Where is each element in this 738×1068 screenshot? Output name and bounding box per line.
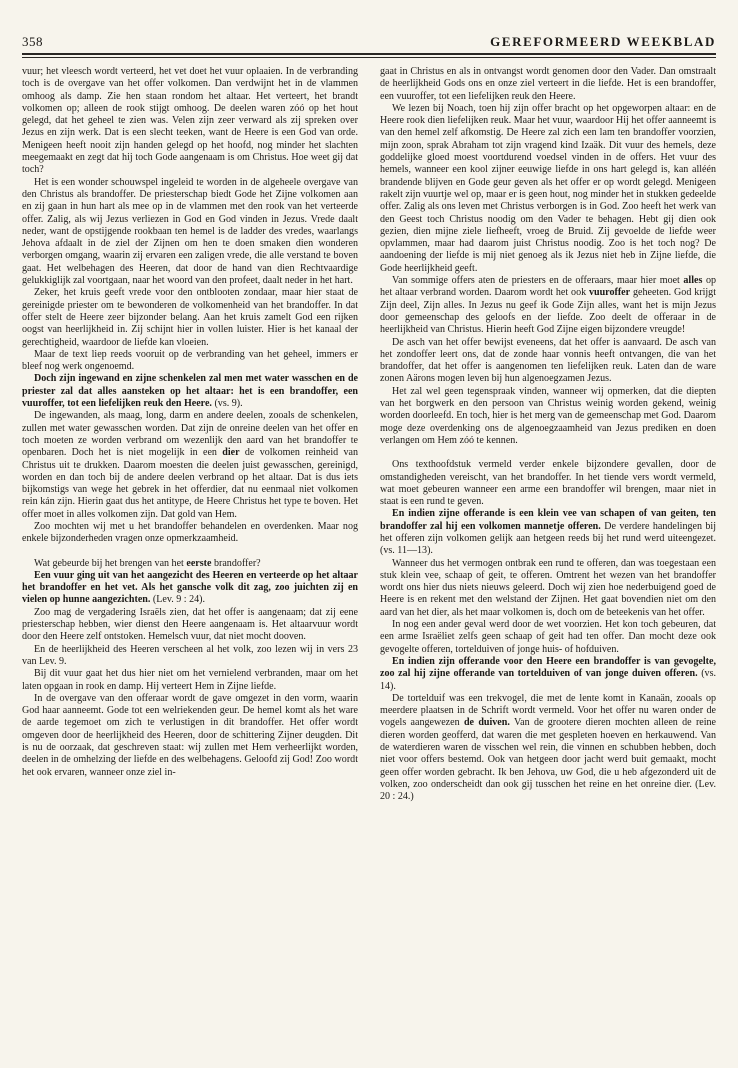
- left-column: [22, 66, 358, 804]
- scripture-ref: (Lev. 9 : 24).: [150, 594, 205, 606]
- emphasis: de duiven.: [463, 717, 510, 729]
- paragraph: [22, 410, 358, 521]
- paragraph: Bij dit vuur gaat het dus hier niet om het vernielend verbranden, maar om het laten opgaan in rook en damp. Hij verteert Hem in Zijne liefde.: [22, 668, 358, 692]
- paragraph: Het zal wel geen tegenspraak vinden, wanneer wij opmerken, dat die diepten van het borgwerk en den persoon van Christus weinig worden gekend, weinig worden doorleefd. En toch, hier is het merg van de gemeenschap met God. Daarom moge deze overdenking ons de algenoegzaamheid van Jezus prediken en doen verlangen om Hem zóó te kennen.: [380, 385, 716, 446]
- text-run: De verdere handelingen bij het offeren zijn volkomen gelijk aan hetgeen reeds bij het rund werd uiteengezet. (vs. 11—13).: [380, 520, 716, 557]
- quote-text: Een vuur ging uit van het aangezicht des Heeren en verteerde op het altaar het brandoffer en het vet. Als het gansche volk dit zag, zoo juichten zij en vielen op hunne aangezichten.: [22, 569, 358, 606]
- quote-text: En indien zijn offerande voor den Heere een brandoffer is van gevogelte, zoo zal hij zijne offerande van tortelduiven of van jonge duiven offeren.: [380, 655, 716, 680]
- text-run: Van de grootere dieren mochten alleen de reine dieren worden geofferd, dat waren die met gespleten hoeven en herkauwend. Van de waterdieren waren de visschen wel rein, die vinnen en schubben hebben, doch niet voor offers bestemd. Ook van hetgeen door jacht werd buit gemaakt, mocht geen offer worden gebracht. Ik ben Jehova, uw God, die u heb afgezonderd uit de volken, zoo onderscheidt dan ook gij tusschen het reine en het onreine dier. (Lev. 20 : 24.): [380, 717, 717, 803]
- paragraph: In nog een ander geval werd door de wet voorzien. Het kon toch gebeuren, dat een arme Israëliet zelfs geen schaap of geit had ten offer. Dan mocht deze ook gevogelte offeren, tortelduiven of jonge huis- of hofduiven.: [380, 619, 716, 655]
- paragraph: De asch van het offer bewijst eveneens, dat het offer is aanvaard. De asch van het zondoffer leert ons, dat de zonde haar vonnis heeft ontvangen, die van het brandoffer, dat het offer is aangenomen ten liefelijken reuk. Laten dan de ware zonen Aärons mogen leven bij hun algenoegzamen Jezus.: [380, 336, 716, 385]
- emphasis: dier: [222, 447, 240, 459]
- scripture-quote: [22, 570, 358, 607]
- paragraph: Maar de text liep reeds vooruit op de verbranding van het geheel, immers er bleef nog werk ongenoemd.: [22, 348, 358, 373]
- text-run: de volkomen reinheid van Christus uit te drukken. Daarom moesten die deelen juist gewasschen, gereinigd, worden en dan toch bij de andere deelen verbrand op het altaar. Dat is dus iets bijkomstigs van wege het gebrek in het offerdier, dat nu eenmaal niet volkomen rein kán zijn. Hierin gaat dus het antitype, de Heere Christus het type te boven. Het offer moet in alles volkomen zijn. Dat gold van Hem.: [22, 447, 358, 520]
- text-run: De ingewanden, als maag, long, darm en andere deelen, zooals de schenkelen, zullen met water gewasschen worden. Dat zijn de onreine deelen van het offer en toch moeten ze worden verbrand om wezenlijk den aard van het brandoffer te openbaren. Doch het is niet mogelijk in een: [22, 410, 358, 459]
- journal-title: GEREFORMEERD WEEKBLAD: [490, 34, 716, 49]
- text-run: Van sommige offers aten de priesters en de offeraars, maar hier moet: [392, 275, 684, 287]
- emphasis: eerste: [186, 557, 212, 569]
- paragraph: We lezen bij Noach, toen hij zijn offer bracht op het opgeworpen altaar: en de Heere rook dien liefelijken reuk. Maar het vuur, waardoor Hij het offer aanneemt is van den hemel zelf afkomstig. De Heere zal zich een lam ten brandoffer voorzien, mijn zoon, sprak Abraham tot zijn vragend kind Izaäk. Dit vuur des hemels, deze goddelijke gloed moest voortdurend voedsel vinden in de offers. Het vuur des hemels, wanneer een kool zijner eeuwige liefde in ons hart gelegd is, kan alléén brandende blijven en Gode geur geven als het offer er op wordt gelegd. Menigeen rakelt zijn vuurtje wel op, maar er is geen hout, nog minder het in stukken gedeelde offer. Zalig als ons leven met Christus verborgen is in God. Zoo heeft het werk van den Geest toch Christus noodig om den Vader te behagen. Hebt gij dien ook gezien, dien mijne ziele liefheeft, vroeg de Bruid. Zij gevoelde de liefde weer opvlammen, maar had daarom juist Christus noodig. Zoo is het toch nog? De aandoening der liefde is mij niet genoeg als ik Jezus niet heb in Zijne liefde, die Gode heerlijkheid geeft.: [380, 102, 716, 274]
- text-run: geheeten. God krijgt Zijn deel, Zijn alles. In Jezus nu geef ik Gode Zijn alles, want het is mijn Jezus door gemeenschap des geloofs en der liefde. Zoo deelt de offeraar in de heerlijkheid van Christus. Hierin heeft God Zijne eigen bijzondere vreugde!: [380, 287, 716, 336]
- paragraph: vuur; het vleesch wordt verteerd, het vet doet het vuur oplaaien. In de verbranding toch is de overgave van het offer volkomen. Dan verdwijnt het in de vlammen omhoog als damp. Zie hen staan rondom het altaar. Het verteert, het brandt volkomen op; alleen de rook stijgt omhoog. De deelen waren zóó op het hout gelegd, dat het geheel te zien was. Velen zijn zeer verward als zij spreken over Jezus en zijn werk. Dat is een slecht teeken, want de Heere is een God van orde. Menigeen heeft nooit zijn handen gelegd op het hoofd, nog minder het slachten meegemaakt en zegt dat hij toch Gode aangenaam is om Christus. Hoe weet gij dat toch?: [22, 66, 358, 176]
- text-run: brandoffer?: [211, 557, 261, 569]
- article-body: [22, 66, 716, 804]
- right-column: [380, 66, 716, 804]
- text-run: De tortelduif was een trekvogel, die met de lente komt in Kanaän, zooals op meerdere plaatsen in de Schrift wordt vermeld. Voor het offer nu waren onder de vogels aangewezen: [380, 692, 716, 729]
- paragraph: Zoo mag de vergadering Israëls zien, dat het offer is aangenaam; dat zij eene priesterschap hebben, wier dienst den Heere aangenaam is. Het altaarvuur wordt door den Heere zelf ontstoken. Hemelsch vuur, dat niet mocht dooven.: [22, 606, 358, 643]
- paragraph: [22, 558, 358, 570]
- text-run: op het altaar verbrand worden. Daarom wordt het ook: [380, 275, 716, 299]
- paragraph: In de overgave van den offeraar wordt de gave omgezet in den vorm, waarin God haar aanneemt. Gode tot een welriekenden geur. De hemel komt als het ware de aarde tegemoet om zich te verlustigen in dit brandoffer. Het offer wordt omgeven door de heerlijkheid des Heeren, door de schittering Zijner deugden. Dit is nu de oorzaak, dat geschreven staat: wij zullen met Hem verheerlijkt worden, deelen in de omhelzing der liefde en des welbehagens. Geloofd zij God! Zoo wordt het ook ervaren, wanneer onze ziel in-: [22, 692, 358, 778]
- scripture-quote: [380, 656, 716, 693]
- scripture-ref: (vs. 14).: [380, 668, 716, 692]
- paragraph: Het is een wonder schouwspel ingeleid te worden in de algeheele overgave van den Christus als brandoffer. De priesterschap biedt Gode het Zijne volkomen aan en zij gaan in hun hart als mee op in de vlammen met den rook van het verteerde offer. Zalig, als wij Jezus verliezen in God en God vinden in Jezus. Vrede daalt neder, want de opstijgende rookbaan ten hemel is de ladder des vredes, waarlangs Jehova afdaalt in de ziel der Zijnen om hen te doen smaken dien wonderen verborgen omgang, waarin zij ervaren een zaligen vrede, die alle verstand te boven gaat. Het welbehagen des Heeren, dat door de hand van dien Rechtvaardige gelukkiglijk zal voortgaan, naar het woord van den profeet, daalt neder in het hart.: [22, 176, 358, 287]
- paragraph: Zoo mochten wij met u het brandoffer behandelen en overdenken. Maar nog enkele bijzonderheden vragen onze opmerkzaamheid.: [22, 520, 358, 545]
- scripture-quote: [380, 508, 716, 557]
- emphasis: vuuroffer: [588, 287, 631, 299]
- quote-text: Doch zijn ingewand en zijne schenkelen zal men met water wasschen en de priester zal dat alles aansteken op het altaar: het is een brandoffer, een vuuroffer, tot een liefelijken reuk den Heere.: [22, 373, 358, 410]
- header-rule: [22, 57, 716, 58]
- paragraph: Ons texthoofdstuk vermeld verder enkele bijzondere gevallen, door de omstandigheden vereischt, van het brandoffer. In het tiende vers wordt vermeld, wat moet gebeuren wanneer een arme een brandoffer wil brengen, maar niet in staat is een rund te geven.: [380, 459, 716, 508]
- paragraph: Zeker, het kruis geeft vrede voor den ontblooten zondaar, maar hier staat de gereinigde priester om te bewonderen de volkomenheid van het brandoffer. In dat offer stelt de Heere zeer bijzonder belang. Aan het kruis zamelt God een rijken oogst van heerlijkheid in. Zij schijnt hier in vollen luister. Hier is het kanaal der gerechtigheid, waardoor de liefde kan vloeien.: [22, 287, 358, 348]
- scripture-quote: [22, 373, 358, 410]
- paragraph: [380, 693, 716, 804]
- text-run: Wat gebeurde bij het brengen van het: [34, 557, 187, 569]
- paragraph: gaat in Christus en als in ontvangst wordt genomen door den Vader. Dan omstraalt de heerlijkheid Gods ons en onze ziel verteert in die liefde. Het is een brandoffer, een vuuroffer, tot een liefelijken reuk den Heere.: [380, 66, 716, 102]
- paragraph: Wanneer dus het vermogen ontbrak een rund te offeren, dan was toegestaan een stuk klein vee, schaap of geit, te offeren. Omtrent het wezen van het brandoffer wordt ons hier dus niets nieuws geleerd. Doch wij zien hoe nederbuigend goed de Heere is en rekent met den welstand der Zijnen. Het gaat bovendien niet om den aard van het dier, als het maar volkomen is, doch om de beteekenis van het offer.: [380, 557, 716, 618]
- emphasis: alles: [683, 275, 703, 287]
- page-number: 358: [22, 34, 43, 49]
- paragraph: En de heerlijkheid des Heeren verscheen al het volk, zoo lezen wij in vers 23 van Lev. 9.: [22, 643, 358, 667]
- quote-text: En indien zijne offerande is een klein vee van schapen of van geiten, ten brandoffer zal hij een volkomen mannetje offeren.: [380, 508, 716, 532]
- paragraph: [380, 275, 716, 336]
- page-header: [22, 24, 716, 55]
- scripture-ref: (vs. 9).: [211, 398, 243, 410]
